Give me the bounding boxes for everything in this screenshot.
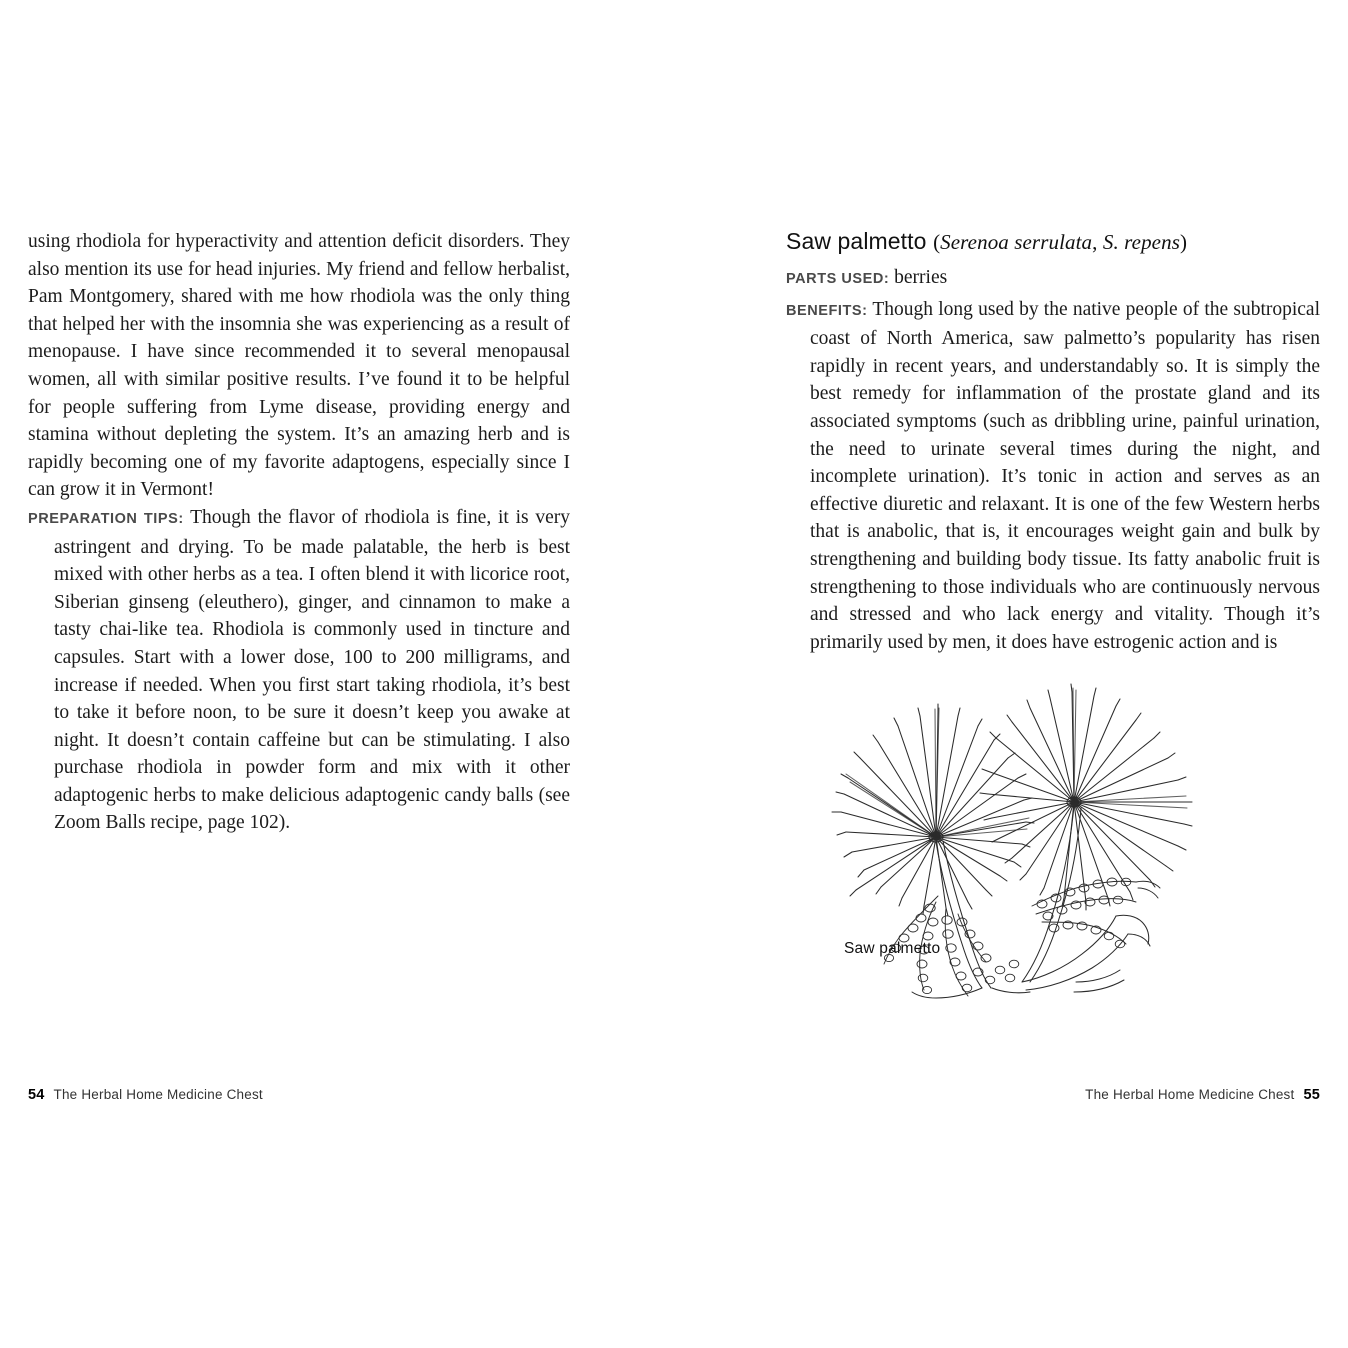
page-number-left: 54	[28, 1087, 45, 1103]
saw-palmetto-figure	[786, 682, 1320, 1012]
palm-fan-right	[980, 684, 1192, 910]
berries	[884, 878, 1130, 994]
benefits-label: BENEFITS:	[786, 302, 868, 319]
preparation-tips-label: PREPARATION TIPS:	[28, 510, 184, 527]
running-head-right: The Herbal Home Medicine Chest	[1085, 1087, 1295, 1102]
figure-caption: Saw palmetto	[844, 940, 941, 958]
herb-latin-name-secondary: S. repens	[1102, 230, 1180, 254]
right-page-footer	[1085, 1087, 1320, 1103]
running-head-left: The Herbal Home Medicine Chest	[53, 1087, 263, 1102]
preparation-tips-block	[28, 504, 570, 837]
parts-used-block	[786, 264, 1320, 294]
right-page	[674, 0, 1348, 1348]
herb-botanical-name: (Serenoa serrulata, S. repens)	[933, 230, 1188, 254]
saw-palmetto-botanical-illustration	[786, 682, 1320, 1012]
benefits-text: Though long used by the native people of the subtropical coast of North America, saw palmetto’s popularity has risen rapidly in recent years, and understandably so. It is simply the best remedy for inflammation of the prostate gland and its associated symptoms (such as dribbling urine, painful urination, the need to urinate several times during the night, and incomplete urination). It’s tonic in action and serves as an effective diuretic and relaxant. It is one of the few Western herbs that is anabolic, that is, it encourages weight gain and bulk by strengthening and building body tissue. Its fatty anabolic fruit is strengthening to those individuals who are continuously nervous and stressed and who lack energy and vitality. Though it’s primarily used by men, it does have estrogenic action and is	[810, 298, 1321, 653]
left-page-paragraph: using rhodiola for hyperactivity and attention deficit disorders. They also mention its use for head injuries. My friend and fellow herbalist, Pam Montgomery, shared with me how rhodiola was the only thing that helped her with the insomnia she was experiencing as a result of menopause. I have since recommended it to several menopausal women, all with similar positive results. I’ve found it to be helpful for people suffering from Lyme disease, providing energy and stamina without depleting the system. It’s an amazing herb and is rapidly becoming one of my favorite adaptogens, especially since I can grow it in Vermont!	[28, 231, 570, 501]
herb-latin-name-primary: Serenoa serrulata	[940, 230, 1093, 254]
benefits-block	[786, 296, 1320, 657]
parts-used-label: PARTS USED:	[786, 271, 890, 287]
page-number-right: 55	[1303, 1087, 1320, 1103]
herb-common-name: Saw palmetto	[786, 228, 927, 254]
preparation-tips-text: Though the flavor of rhodiola is fine, it is very astringent and drying. To be made palatable, the herb is best mixed with other herbs as a tea. I often blend it with licorice root, Siberian ginseng (eleuthero), ginger, and cinnamon to make a tasty chai-like tea. Rhodiola is commonly used in tincture and capsules. Start with a lower dose, 100 to 200 milligrams, and increase if needed. When you first start taking rhodiola, it’s best to take it before noon, to be sure it doesn’t keep you awake at night. It doesn’t contain caffeine but can be stimulating. I also purchase rhodiola in powder form and mix with it other adaptogenic herbs to make delicious adaptogenic candy balls (see Zoom Balls recipe, page 102).	[54, 506, 570, 834]
base-foliage	[912, 916, 1150, 999]
left-page-footer	[28, 1087, 263, 1103]
palm-fan-left	[832, 704, 1034, 916]
parts-used-value: berries	[894, 267, 948, 288]
herb-heading	[786, 228, 1320, 255]
